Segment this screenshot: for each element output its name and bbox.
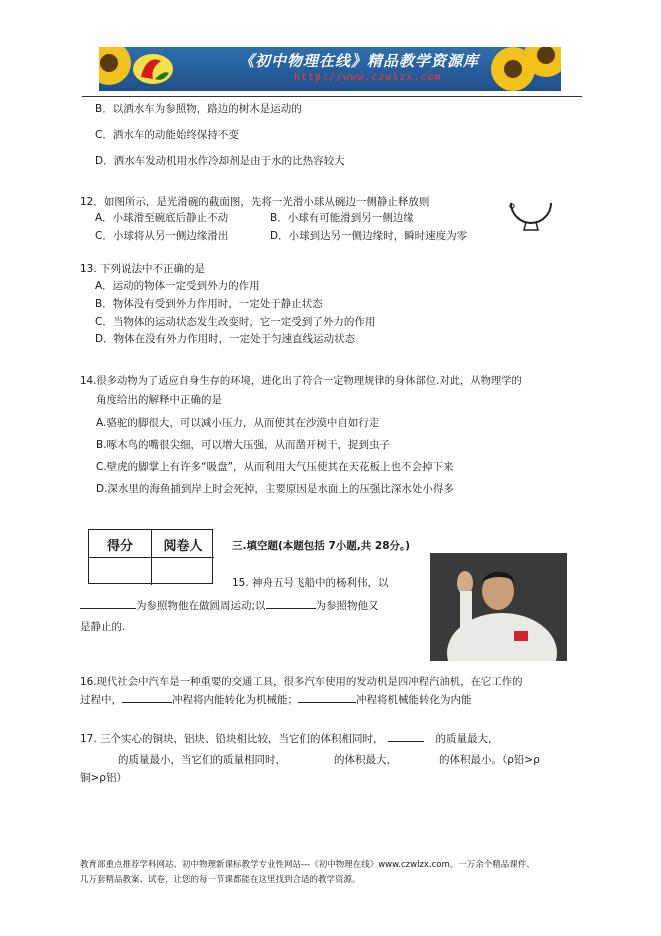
q16-blank-1[interactable] xyxy=(122,691,172,703)
banner-url[interactable]: http://www.czwlzx.com xyxy=(294,72,442,83)
q13-option-a: A．运动的物体一定受到外力的作用 xyxy=(95,280,260,292)
q12-option-c: C．小球将从另一侧边缘滑出 xyxy=(95,230,229,242)
q15-blank-1[interactable] xyxy=(80,597,136,609)
q15-line2 xyxy=(80,597,379,613)
grader-header: 阅卷人 xyxy=(163,539,203,554)
score-header: 得分 xyxy=(106,539,133,554)
section-heading: 三.填空题(本题包括 7小题,共 28分。) xyxy=(232,540,411,552)
q16-blank-2[interactable] xyxy=(298,691,356,703)
header-banner xyxy=(99,47,561,91)
q11-option-c: C．洒水车的动能始终保持不变 xyxy=(95,129,239,141)
q16-text-a: 过程中， xyxy=(80,694,122,706)
q14-option-d: D.深水里的海鱼捕到岸上时会死掉，主要原因是水面上的压强比深水处小得多 xyxy=(96,483,454,495)
q12-option-b: B．小球有可能滑到另一侧边缘 xyxy=(270,212,414,224)
score-table xyxy=(88,529,213,584)
q15-text-b: 为参照物他又 xyxy=(315,600,379,612)
q14-option-a: A.骆驼的脚很大，可以减小压力，从而使其在沙漠中自如行走 xyxy=(96,417,380,429)
q16-text-b: 冲程将内能转化为机械能； xyxy=(172,694,298,706)
q17-line3: 铜>ρ铝） xyxy=(80,772,127,784)
q15-text-a: 为参照物他在做圆周运动;以 xyxy=(136,600,266,612)
bowl-cross-section-figure xyxy=(508,200,554,232)
q17-text-d: 的体积最大， xyxy=(334,754,397,766)
page-footer xyxy=(80,858,535,888)
astronaut-photo xyxy=(430,553,567,661)
q14-option-c: C.壁虎的脚掌上有许多“吸盘”，从而利用大气压使其在天花板上也不会掉下来 xyxy=(96,461,454,473)
q15-blank-2[interactable] xyxy=(266,597,316,609)
q16-line1: 16.现代社会中汽车是一种重要的交通工具，很多汽车使用的发动机是四冲程汽油机，在它工作的 xyxy=(80,676,523,688)
q17-line2 xyxy=(80,751,540,767)
q13-option-b: B．物体没有受到外力作用时，一定处于静止状态 xyxy=(95,298,323,310)
q17-text-e: 的体积最小。（ρ铅>ρ xyxy=(439,754,540,766)
header-divider xyxy=(82,96,582,97)
sunflower-icon xyxy=(99,47,131,85)
q17-text-c: 的质量最小，当它们的质量相同时， xyxy=(118,754,286,766)
q11-option-d: D．洒水车发动机用水作冷却剂是由于水的比热容较大 xyxy=(95,155,345,167)
q17-blank-3[interactable] xyxy=(286,751,334,763)
q12-stem: 12．如图所示，是光滑碗的截面图，先将一光滑小球从碗边一侧静止释放则 xyxy=(80,196,430,208)
q17-blank-2[interactable] xyxy=(80,751,118,763)
footer-line-1: 教育部重点推荐学科网站、初中物理新课标教学专业性网站---《初中物理在线》www.czwlzx.com。一万余个精品课件、 xyxy=(80,860,535,870)
site-logo-icon xyxy=(131,51,175,87)
q17-blank-4[interactable] xyxy=(397,751,439,763)
q12-option-a: A．小球滑至碗底后静止不动 xyxy=(95,212,229,224)
banner-title: 《初中物理在线》精品教学资源库 xyxy=(239,52,480,70)
q14-option-b: B.啄木鸟的嘴很尖细，可以增大压强，从而凿开树干，捉到虫子 xyxy=(96,439,391,451)
q17-line1 xyxy=(80,730,499,746)
q15-line3: 是静止的. xyxy=(80,621,126,633)
q17-text-a: 17. 三个实心的铜块，铝块、铅块相比较，当它们的体积相同时， xyxy=(80,733,384,745)
q15-line1: 15. 神舟五号飞船中的杨利伟，以 xyxy=(232,577,389,589)
q16-text-c: 冲程将机械能转化为内能 xyxy=(356,694,472,706)
q14-stem: 14.很多动物为了适应自身生存的环境，进化出了符合一定物理规律的身体部位.对此，从物理学的 xyxy=(80,375,522,387)
q13-option-d: D．物体在没有外力作用时，一定处于匀速直线运动状态 xyxy=(95,333,356,345)
q12-option-d: D．小球到达另一侧边缘时，瞬时速度为零 xyxy=(270,230,468,242)
q11-option-b: B．以洒水车为参照物，路边的树木是运动的 xyxy=(95,103,302,115)
q14-stem-cont: 角度给出的解释中正确的是 xyxy=(96,394,222,406)
q17-text-b: 的质量最大， xyxy=(435,733,499,745)
q16-line2 xyxy=(80,691,472,707)
q13-stem: 13. 下列说法中不正确的是 xyxy=(80,263,206,275)
q13-option-c: C．当物体的运动状态发生改变时，它一定受到了外力的作用 xyxy=(95,316,376,328)
footer-line-2: 几万套精品教案、试卷，让您的每一节课都能在这里找到合适的教学资源。 xyxy=(80,875,361,885)
q17-blank-1[interactable] xyxy=(388,730,424,742)
